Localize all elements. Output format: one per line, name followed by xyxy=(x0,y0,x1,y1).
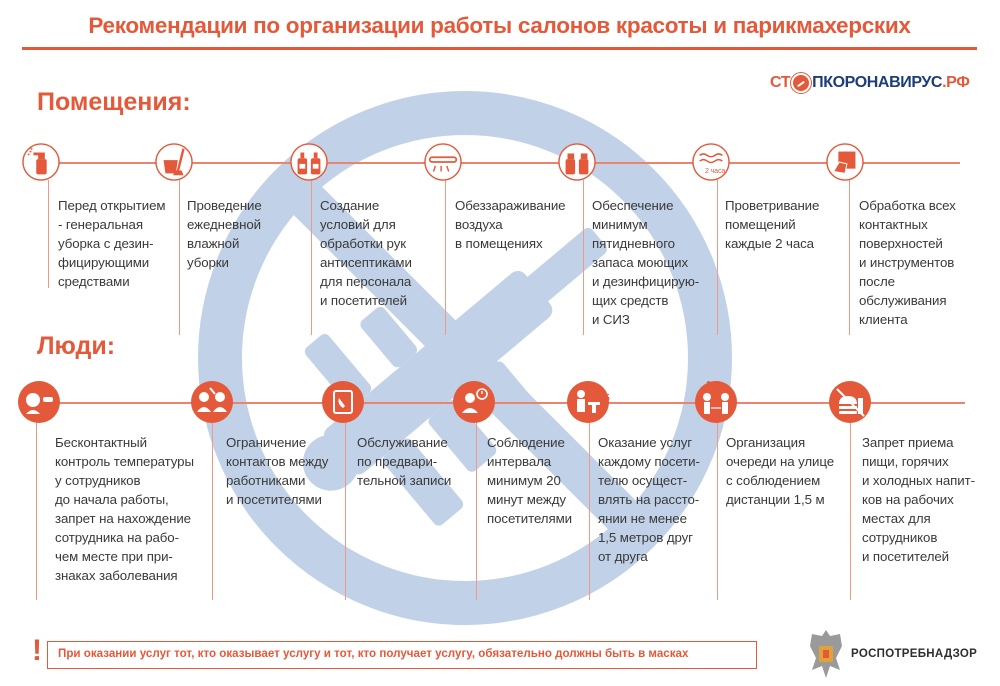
bucket-mop-icon xyxy=(155,143,193,181)
divider xyxy=(179,180,180,335)
divider xyxy=(36,420,37,600)
people-item-4-text: Соблюдение интервала минимум 20 минут между посетителями xyxy=(487,435,572,526)
sanitizer-bottles-icon xyxy=(290,143,328,181)
rooms-item-1-text: Перед открытием - генеральная уборка с дезин- фицирующими средствами xyxy=(58,198,166,289)
rooms-item-3-text: Создание условий для обработки рук антисептиками для персонала и посетителей xyxy=(320,198,412,308)
logo-part-3: .РФ xyxy=(942,74,970,91)
ventilation-icon-label: 2 часа xyxy=(705,168,726,175)
spray-bottle-icon xyxy=(22,143,60,181)
rooms-item-4-text: Обеззараживание воздуха в помещениях xyxy=(455,198,566,251)
people-item-2-text: Ограничение контактов между работниками и посетителями xyxy=(226,435,329,507)
section-title-people: Люди: xyxy=(37,332,116,360)
section-title-rooms: Помещения: xyxy=(37,88,191,116)
no-contact-icon xyxy=(190,380,234,424)
divider xyxy=(48,180,49,288)
stopkoronavirus-logo[interactable] xyxy=(770,73,969,93)
detergent-bottles-icon xyxy=(558,143,596,181)
people-item-1-text: Бесконтактный контроль температуры у сотрудников до начала работы, запрет на нахождение сотрудника на рабо- чем месте при при- знаках заболевания xyxy=(55,435,194,583)
divider xyxy=(445,180,446,335)
people-item-6-text: Организация очереди на улице с соблюдением дистанции 1,5 м xyxy=(726,435,835,507)
barber-distance-label: 1,5 xyxy=(596,393,610,404)
rooms-item-5-text: Обеспечение минимум пятидневного запаса моющих и дезинфицирую- щих средств и СИЗ xyxy=(592,198,700,327)
appointment-phone-icon xyxy=(321,380,365,424)
thermometer-check-icon xyxy=(17,380,61,424)
divider xyxy=(583,180,584,335)
warning-exclamation-icon: ! xyxy=(32,634,42,667)
uv-lamp-icon xyxy=(424,143,462,181)
rooms-item-7-text: Обработка всех контактных поверхностей и инструментов после обслуживания клиента xyxy=(859,198,956,327)
people-item-5-text: Оказание услуг каждому посети- телю осущест- влять на рассто- янии не менее 1,5 метров друг от друга xyxy=(598,435,700,564)
rooms-item-2-text: Проведение ежедневной влажной уборки xyxy=(187,198,262,270)
people-timeline xyxy=(40,402,965,404)
virus-stop-icon xyxy=(791,73,811,93)
page-title: Рекомендации по организации работы салонов красоты и парикмахерских xyxy=(88,13,911,38)
mask-warning-text: При оказании услуг тот, кто оказывает услугу и тот, кто получает услугу, обязательно должны быть в масках xyxy=(58,647,689,660)
divider xyxy=(717,180,718,335)
divider xyxy=(589,420,590,600)
divider xyxy=(850,420,851,600)
logo-part-1: СТ xyxy=(770,74,791,91)
no-food-icon xyxy=(828,380,872,424)
logo-part-2: ПКОРОНАВИРУС xyxy=(812,74,943,91)
divider xyxy=(849,180,850,335)
client-clock-icon xyxy=(452,380,496,424)
rospotrebnadzor-emblem-icon xyxy=(806,626,846,682)
wiping-hand-icon xyxy=(826,143,864,181)
people-item-7-text: Запрет приема пищи, горячих и холодных напит- ков на рабочих местах для сотрудников и посетителей xyxy=(862,435,975,564)
queue-distance-label: 1,5 xyxy=(706,380,720,391)
agency-name: РОСПОТРЕБНАДЗОР xyxy=(851,648,978,660)
people-item-3-text: Обслуживание по предвари- тельной записи xyxy=(357,435,452,488)
title-bar xyxy=(22,6,977,50)
rooms-item-6-text: Проветривание помещений каждые 2 часа xyxy=(725,198,820,251)
divider xyxy=(311,180,312,335)
